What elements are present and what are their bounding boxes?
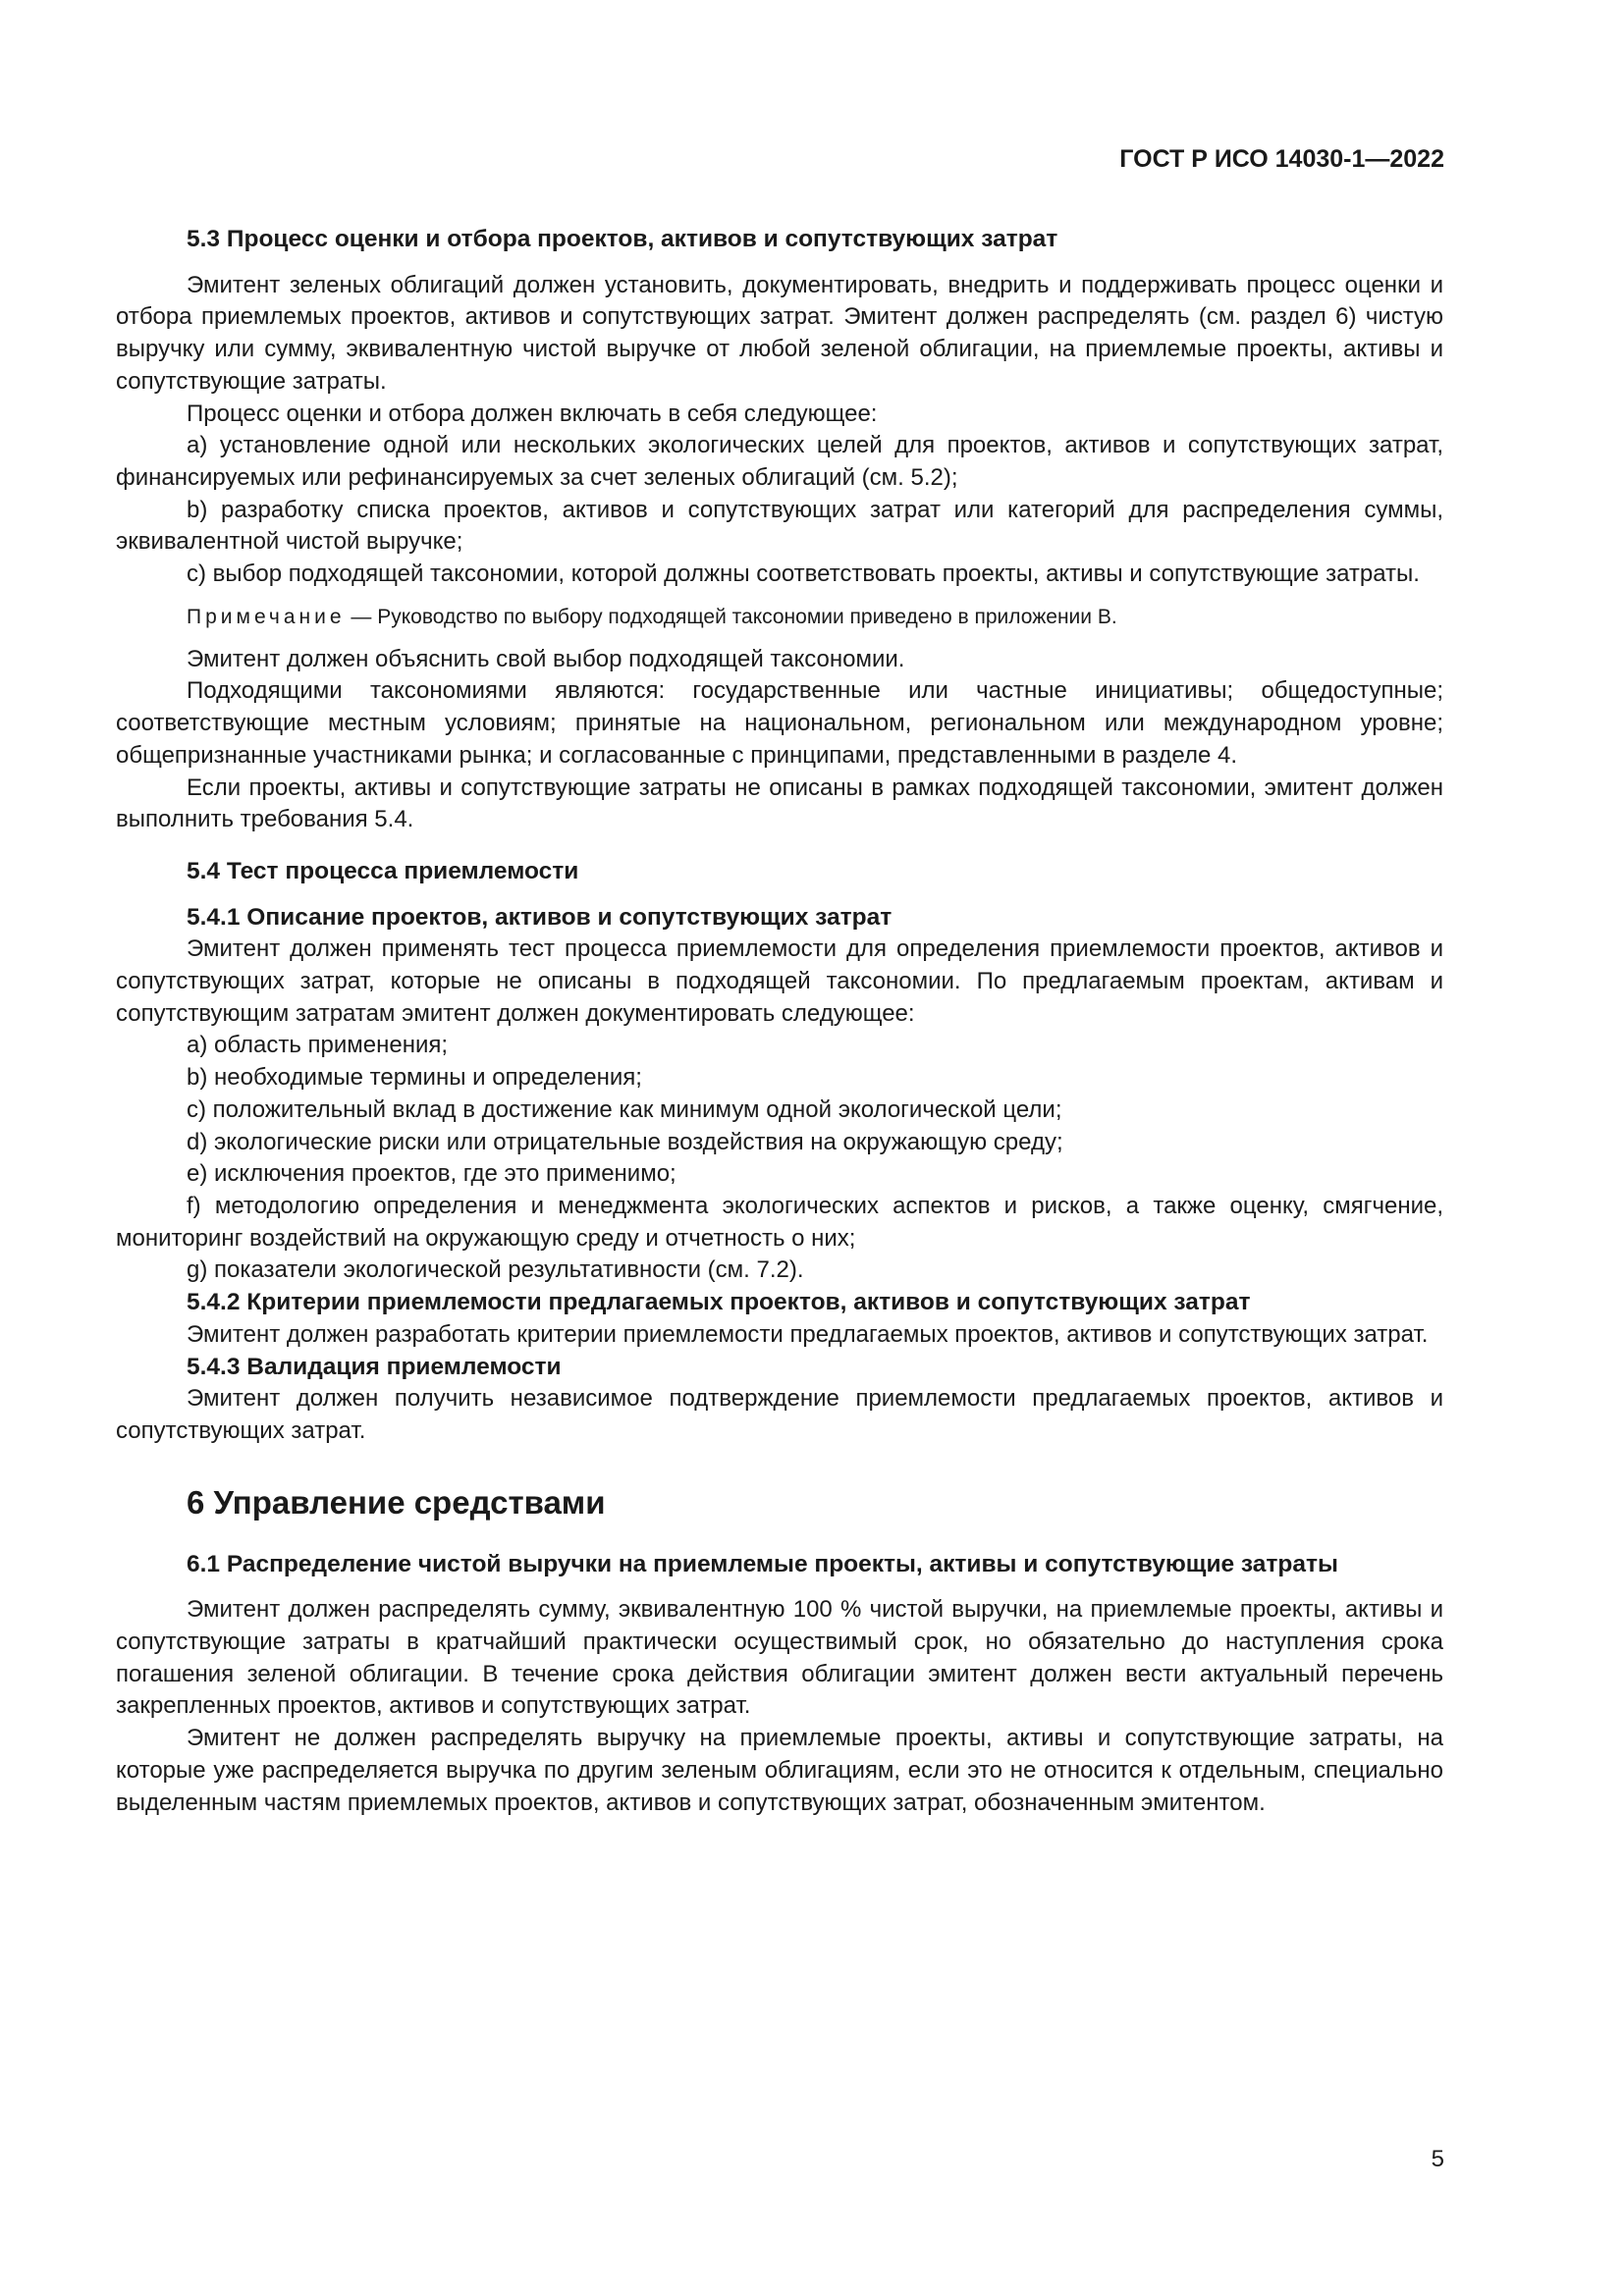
section-6-title: 6 Управление средствами bbox=[187, 1483, 606, 1521]
list-item: f) методологию определения и менеджмента экологических аспектов и рисков, а также оценку, смягчение, мониторинг воздействий на окружающую среду и отчетность о них; bbox=[116, 1192, 1443, 1252]
paragraph: Эмитент должен объяснить свой выбор подходящей таксономии. bbox=[187, 645, 905, 672]
note bbox=[187, 603, 1443, 632]
section-5-3-title: 5.3 Процесс оценки и отбора проектов, активов и сопутствующих затрат bbox=[187, 226, 1058, 252]
paragraph: Если проекты, активы и сопутствующие затраты не описаны в рамках подходящей таксономии, эмитент должен выполнить требования 5.4. bbox=[116, 774, 1443, 833]
paragraph: Эмитент должен распределять сумму, эквивалентную 100 % чистой выручки, на приемлемые проекты, активы и сопутствующие затраты в кратчайший практически осуществимый срок, но обязательно до наступления срока погашения зеленой облигации. В течение срока действия облигации эмитент должен вести актуальный перечень закрепленных проектов, активов и сопутствующих затрат. bbox=[116, 1596, 1443, 1720]
section-6-1-title: 6.1 Распределение чистой выручки на приемлемые проекты, активы и сопутствующие затраты bbox=[187, 1550, 1338, 1577]
document-code-header: ГОСТ Р ИСО 14030-1—2022 bbox=[1119, 145, 1444, 173]
paragraph: Эмитент должен применять тест процесса приемлемости для определения приемлемости проектов, активов и сопутствующих затрат, которые не описаны в подходящей таксономии. По предлагаемым проектам, активам и сопутствующим затратам эмитент должен документировать следующее: bbox=[116, 935, 1443, 1027]
list-item: a) область применения; bbox=[187, 1032, 449, 1059]
paragraph: Подходящими таксономиями являются: государственные или частные инициативы; общедоступные; соответствующие местным условиям; принятые на национальном, региональном или международном уровне; общепризнанные участниками рынка; и согласованные с принципами, представленными в разделе 4. bbox=[116, 677, 1443, 769]
list-item: d) экологические риски или отрицательные воздействия на окружающую среду; bbox=[187, 1128, 1063, 1155]
list-item: g) показатели экологической результативности (см. 7.2). bbox=[187, 1256, 804, 1284]
list-item: c) выбор подходящей таксономии, которой должны соответствовать проекты, активы и сопутствующие затраты. bbox=[187, 561, 1420, 588]
list-item: b) необходимые термины и определения; bbox=[187, 1064, 642, 1092]
section-5-4-1-title: 5.4.1 Описание проектов, активов и сопутствующих затрат bbox=[187, 903, 893, 931]
note-text: — Руководство по выбору подходящей таксономии приведено в приложении В. bbox=[345, 605, 1117, 628]
page-number: 5 bbox=[1431, 2146, 1444, 2172]
note-label: Примечание bbox=[187, 605, 346, 628]
paragraph: Эмитент зеленых облигаций должен установить, документировать, внедрить и поддерживать процесс оценки и отбора приемлемых проектов, активов и сопутствующих затрат. Эмитент должен распределять (см. раздел 6) чистую выручку или сумму, эквивалентную чистой выручке от любой зеленой облигации, на приемлемые проекты, активы и сопутствующие затраты. bbox=[116, 271, 1443, 395]
paragraph: Эмитент должен получить независимое подтверждение приемлемости предлагаемых проектов, активов и сопутствующих затрат. bbox=[116, 1385, 1443, 1444]
paragraph: Эмитент не должен распределять выручку на приемлемые проекты, активы и сопутствующие затраты, на которые уже распределяется выручка по другим зеленым облигациям, если это не относится к отдельным, специально выделенным частям приемлемых проектов, активов и сопутствующих затрат, обозначенным эмитентом. bbox=[116, 1725, 1443, 1816]
list-item: b) разработку списка проектов, активов и сопутствующих затрат или категорий для распределения суммы, эквивалентной чистой выручке; bbox=[116, 496, 1443, 556]
list-item: a) установление одной или нескольких экологических целей для проектов, активов и сопутствующих затрат, финансируемых или рефинансируемых за счет зеленых облигаций (см. 5.2); bbox=[116, 432, 1443, 491]
section-5-4-title: 5.4 Тест процесса приемлемости bbox=[187, 857, 579, 884]
page-content bbox=[116, 224, 1443, 1819]
section-5-4-2-title: 5.4.2 Критерии приемлемости предлагаемых проектов, активов и сопутствующих затрат bbox=[187, 1289, 1251, 1316]
list-item: c) положительный вклад в достижение как минимум одной экологической цели; bbox=[187, 1095, 1062, 1123]
section-5-4-3-title: 5.4.3 Валидация приемлемости bbox=[187, 1353, 562, 1380]
paragraph: Процесс оценки и отбора должен включать в себя следующее: bbox=[187, 400, 878, 427]
list-item: e) исключения проектов, где это применимо; bbox=[187, 1160, 677, 1188]
paragraph: Эмитент должен разработать критерии приемлемости предлагаемых проектов, активов и сопутствующих затрат. bbox=[187, 1320, 1429, 1348]
